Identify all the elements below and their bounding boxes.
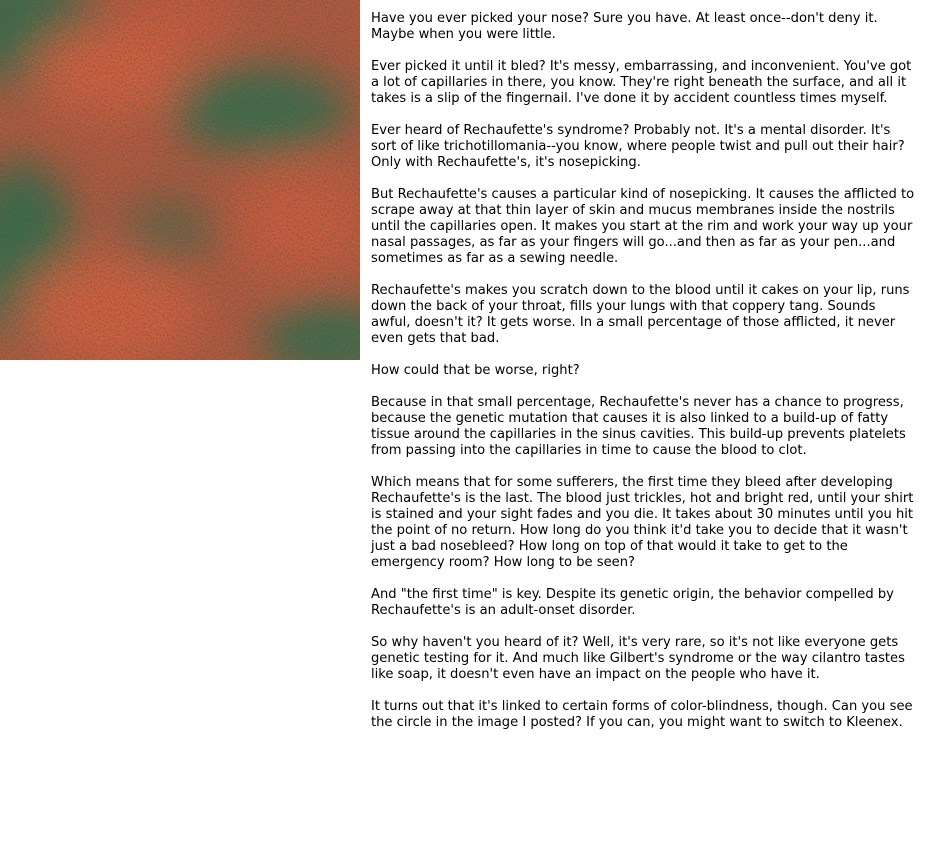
paragraph: Have you ever picked your nose? Sure you have. At least once--don't deny it. Maybe when you were little. bbox=[371, 11, 878, 42]
story-text bbox=[371, 11, 919, 747]
paragraph: But Rechaufette's causes a particular kind of nosepicking. It causes the afflicted to scrape away at that thin layer of skin and mucus membranes inside the nostrils until the capillaries open. It makes you start at the rim and work your way up your nasal passages, as far as your fingers will go...and then as far as your pen...and sometimes as far as a sewing needle. bbox=[371, 187, 915, 266]
paragraph: So why haven't you heard of it? Well, it's very rare, so it's not like everyone gets genetic testing for it. And much like Gilbert's syndrome or the way cilantro tastes like soap, it doesn't even have an impact on the people who have it. bbox=[371, 635, 905, 682]
paragraph: Which means that for some sufferers, the first time they bleed after developing Rechaufette's is the last. The blood just trickles, hot and bright red, until your shirt is stained and your sight fades and you die. It takes about 30 minutes until you hit the point of no return. How long do you think it'd take you to decide that it wasn't just a bad nosebleed? How long on top of that would it take to get to the emergency room? How long to be seen? bbox=[371, 475, 914, 570]
paragraph: Ever picked it until it bled? It's messy, embarrassing, and inconvenient. You've got a lot of capillaries in there, you know. They're right beneath the surface, and all it takes is a slip of the fingernail. I've done it by accident countless times myself. bbox=[371, 59, 912, 106]
color-blindness-test-image bbox=[0, 0, 360, 360]
paragraph: It turns out that it's linked to certain forms of color-blindness, though. Can you see the circle in the image I posted? If you can, you might want to switch to Kleenex. bbox=[371, 699, 913, 730]
paragraph: Rechaufette's makes you scratch down to the blood until it cakes on your lip, runs down the back of your throat, fills your lungs with that coppery tang. Sounds awful, doesn't it? It gets worse. In a small percentage of those afflicted, it never even gets that bad. bbox=[371, 283, 910, 346]
paragraph: How could that be worse, right? bbox=[371, 363, 580, 378]
paragraph: Ever heard of Rechaufette's syndrome? Probably not. It's a mental disorder. It's sort of like trichotillomania--you know, where people twist and pull out their hair? Only with Rechaufette's, it's nosepicking. bbox=[371, 123, 905, 170]
paragraph: And "the first time" is key. Despite its genetic origin, the behavior compelled by Rechaufette's is an adult-onset disorder. bbox=[371, 587, 894, 618]
paragraph: Because in that small percentage, Rechaufette's never has a chance to progress, because the genetic mutation that causes it is also linked to a build-up of fatty tissue around the capillaries in the sinus cavities. This build-up prevents platelets from passing into the capillaries in time to cause the blood to clot. bbox=[371, 395, 906, 458]
